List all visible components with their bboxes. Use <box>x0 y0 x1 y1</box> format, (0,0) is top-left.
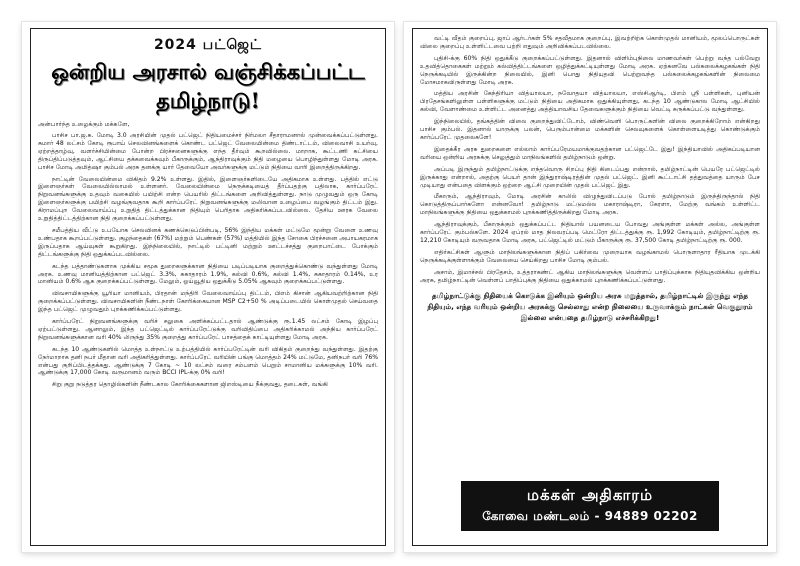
right-paragraph-6: அப்படி இருந்தும் தமிழ்நாட்டுக்கு எந்தவொரு சிறப்பு நிதி கிடைப்பது என்றால், தமிழ்நாட்டின் பெயரே பட்ஜெட்டில் இருக்காது என்றால், அதற்கு பெயர் தான் இந்துராஷ்டிரத்தின் முதல் பட்ஜெட். இனி கூட்டாட்சி தத்துவத்தை யாரும் பேச முடியாது என்பதை விளக்கும் ஒற்றை ஆட்சி முறையின் முதல் பட்ஜெட் இது. <box>420 165 760 189</box>
right-paragraph-7: மீகாரும், ஆந்திராவும், மோடி அரசின் காலில் விழுந்துவிடப்படு போல் தமிழ்நாடும் இருந்திருந்தால் நிதி கொடுத்திருப்பார்களோ என்னவோ! தமிழ்நாடு மட்டுமல்ல மகாராஷ்டிரா, கேரளா, மேற்கு வங்கம் உள்ளிட்ட மாநிலங்களுக்கு நிதியை ஒதுக்காமல் புறக்கணித்திருக்கிறது மோடி அரசு. <box>420 193 760 217</box>
left-paragraph-4: கடந்த பத்தாண்டுகளாக முக்கிய சமூக துறைகளுக்கான நிதியை படிப்படியாக குறைத்துக்கொண்டு வந்துள்ளது மோடி அரசு. உணவு மானியத்திற்கான பட்ஜெட் 3.3%, சுகாதாரம் 1.9%, கல்வி 0.6%, கல்வி 1.4%, சுகாதாரம் 0.14%, உர மானியம் 0.6% ஆக குறைக்கப்பட்டுள்ளது. மேலும், ஓய்வூதிய ஒதுக்கீடு 5.05% ஆகவும் குறைக்கப்பட்டுள்ளது. <box>38 262 378 286</box>
main-title-line1: ஒன்றிய அரசால் வஞ்சிக்கப்பட்ட <box>51 59 365 84</box>
left-paragraph-2: நாட்டின் வேலையின்மை விகிதம் 9.2% உள்ளது. இதில், இளைஞர்களிடையே அதிகமாக உள்ளது. பத்தில் எட்டு இளைஞர்கள் வேலையில்லாமல் உள்ளனர். வேலையின்மை நெருக்கடியைத் தீர்ப்பதற்கு பதிலாக, கார்ப்பரேட் நிறுவனங்களுக்கு உதவும் வகையில் பயிற்சி என்ற பெயரில் திட்டங்களை அறிவித்துள்ளது. நாடு முழுவதும் ஒரு கோடி இளைஞர்களுக்கு பயிற்சி வழங்குவதாக கூறி கார்ப்பரேட் நிறுவனங்களுக்கு மலிவான உழைப்பை வழங்கும் திட்டம் இது. கிராமப்புற வேலைவாய்ப்பு உறுதித் திட்டத்துக்கான நிதியும் பெரிதாக அதிகரிக்கப்படவில்லை. தேசிய ஊரக வேலை உறுதித்திட்டத்திற்கான நிதி குறைக்கப்பட்டுள்ளது. <box>38 175 378 223</box>
left-paragraph-3: சமீபத்திய வீட்டு உபயோக செலவினக் கணக்கெடுப்பின்படி, 56% இந்திய மக்கள் மட்டுமே மூன்று வேளை உணவு உண்பதாக கூறப்பட்டுள்ளது. குழந்தைகள் (67%) மற்றும் பெண்கள் (57%) மத்தியில் இந்த சோகை பிரச்சனை அபாயகரமாக இருப்பதாக ஆய்வுகள் கூறுகிறது. இந்நிலையில், நாட்டில் பட்டினி மற்றும் ஊட்டச்சத்து குறைபாட்டை போக்கும் திட்டங்களுக்கு நிதி ஒதுக்கப்படவில்லை. <box>38 226 378 258</box>
left-page <box>22 22 394 552</box>
right-paragraph-9: எதிர்கட்சிகள் ஆளும் மாநிலங்களுக்கான நிதிப் பகிர்வை முறையாக வழங்காமல் பொருளாதார ரீதியாக முடக்கி நெருக்கடிக்குள்ளாக்கும் வேலையை செய்கிறது பாசிச மோடி கும்பல். <box>420 248 760 264</box>
right-page-frame <box>412 28 768 546</box>
organization-name: மக்கள் அதிகாரம் <box>526 486 654 504</box>
left-paragraph-5: விவசாயிகளுக்கு யூரியா மானியம், பிரதான் மந்திரி வேலைவாய்ப்பு திட்டம், பிஎம் கிசான் ஆகியவற்றிற்கான நிதி குறைக்கப்பட்டுள்ளது. விவசாயிகளின் நீண்டநாள் கோரிக்கையான MSP C2+50 % அடிப்படையில் கொள்முதல் செய்வதை இந்த பட்ஜெட் முழுவதும் புறக்கணிக்கப்பட்டுள்ளது. <box>38 290 378 314</box>
right-page <box>404 22 776 552</box>
right-paragraph-8: ஆந்திராவுக்கும், பீகாருக்கும் ஒதுக்கப்பட்ட நிதியால் பயனடைய போவது அங்குள்ள மக்கள் அல்ல, அங்குள்ள கார்ப்பரேட் கும்பல்களே. 2024 ஏப்ரல் மாத நிலவரப்படி மெட்ரோ திட்டத்துக்கு ரூ. 1,992 கோடியும், தமிழ்நாட்டிற்கு ரூ. 12,210 கோடியும் வருவதாக மோடி அரசு, பட்ஜெட்டில் மட்டும் பீகாருக்கு ரூ. 37,500 கோடி தமிழ்நாட்டிற்கு ரூ. 000. <box>420 221 760 244</box>
right-paragraph-10: அசாம், இமாச்சல் பிரதேசம், உத்தராகண்ட் ஆகிய மாநிலங்களுக்கு வெள்ளப் பாதிப்புக்காக நிதியுதவிக்கிய ஒன்றிய அரசு, தமிழ்நாட்டின் வெள்ளப் பாதிப்புக்கு நிதியை ஒதுக்காமல் புறக்கணிக்கப்பட்டுள்ளது. <box>420 268 760 284</box>
closing-callout: தமிழ்நாட்டுக்கு நிதியைக் கொடுக்க இனியும் ஒன்றிய அரசு மறுத்தால், தமிழ்நாட்டில் இருந்து எந்த நிதியும், எந்த வரியும் ஒன்றிய அரசுக்கு செல்லாது என்ற நிலையை உருவாக்கும் நாட்கள் வெகுதூரம் இல்லை என்பதை தமிழ்நாடு எச்சரிக்கிறது! <box>427 291 753 323</box>
left-paragraph-7: கடந்த 10 ஆண்டுகளில் மொத்த உள்நாட்டு உற்பத்தியில் கார்ப்பரேட்டின் வரி விகிதம் குறைந்து வந்துள்ளது. இதற்கு நேர்மாறாக தனி நபர் மீதான வரி அதிகரித்துள்ளது. கார்ப்பரேட் வரியின் பங்கு மொத்தம் 24% மட்டுமே, தனிநபர் வரி 76% என்பது குறிப்பிடத்தக்கது. ஆண்டுக்கு 7 கோடி ~ 10 லட்சம் வரை சம்பளம் பெறும் சாமானிய மக்களுக்கு 10% வரி. ஆண்டுக்கு 17,000 கோடி வருமானம் வரும் BCCI IPL-க்கு 0% வரி! <box>38 345 378 377</box>
left-paragraph-6: கார்ப்பரேட் நிறுவனங்களுக்கு வரிச் சலுகை அளிக்கப்பட்டதால் ஆண்டுக்கு ரூ.1.45 லட்சம் கோடி இழப்பு ஏற்பட்டுள்ளது. ஆனாலும், இந்த பட்ஜெட்டில் கார்ப்பரேட்டுக்கு வரிவிதிப்பை அதிகரிக்காமல் அந்நிய கார்ப்பரேட் நிறுவனங்களுக்கான வரி 40% லிருந்து 35% குறைத்து கார்ப்பரேட் பாசத்தைக் காட்டியுள்ளது மோடி அரசு. <box>38 318 378 341</box>
right-paragraph-3: மத்திய அரசின் கேந்திரியா வித்யாலயா, நவோதயா வித்யாலயா, எஸ்சிஆர்டி, பிஎம் ஸ்ரீ பள்ளிகள், புனியன் பிரதேசங்களிலுள்ள பள்ளிகளுக்கு மட்டும் நிதியை அதிகமாக ஒதுக்கியுள்ளது, கடந்த 10 ஆண்டுகால மோடி ஆட்சியில் கல்வி, வேளாண்மை உள்ளிட்ட அனைத்து அத்தியாவசிய தேவைகளுக்கும் நிதியை வெட்டி சுருக்கப்பட்டு வந்துள்ளது. <box>420 90 760 114</box>
organization-banner <box>461 481 719 531</box>
salutation: அன்பார்ந்த உழைக்கும் மக்களே, <box>38 121 130 128</box>
right-paragraph-5: இதைக்கீர அரசு துறைகளை எல்லாம் கார்ப்பரேமயமாக்குவதற்கான பட்ஜெட்டே இது! இந்தியாவில் அதிகப்படியான வரியை ஒன்றிய அரசுக்கு செலுத்தும் மாநிலங்களில் தமிழ்நாடும் ஒன்று. <box>420 145 760 161</box>
organization-contact: கோவை மண்டலம் - 94889 02202 <box>482 509 698 523</box>
right-paragraph-2: புதிசி-க்கு 60% நிதி ஒதுக்கீடு குறைக்கப்பட்டுள்ளது. இதனால் விளிம்புநிலை மாணவர்கள் பெற்று வந்த பல்வேறு உதவித்தொகைகள் மற்றும் கல்வித்திட்டங்களை ஒழித்துக்கட்டியுள்ளது மோடி அரசு. ஏற்கனவே பல்கலைக்கழகங்கள் நிதி நெருக்கடியில் இருக்கின்ற நிலையில், இனி பொது நிதியுதவி பெற்றுவந்த பல்கலைக்கழகங்களின் நிலைமை மோசமாகவிருள்ளது மோடி அரசு. <box>420 54 760 86</box>
left-paragraph-8: சிறு குறு நடுத்தர தொழில்களின் நீண்டகால கோரிக்கைகளான ஜிஎஸ்டியை நீக்குவது, தடைகள், வங்கி <box>52 381 328 389</box>
left-paragraph-1: பாசிச பா.ஜ.க. மோடி 3.0 அரசியின் முதல் பட்ஜெட் நிதியமைச்சர் நிர்மலா சீதாராமனால் முன்வைக்கப்பட்டுள்ளது. சுமார் 48 லட்சம் கோடி ரூபாய் செலவினங்களைக் கொண்ட பட்ஜெட் வேலையின்மை திண்டாட்டம், விலைவாசி உயர்வு, ஏற்றத்தாழ்வு, வளர்ச்சியின்மை போன்ற பிரச்சனைகளுக்கு எந்த தீர்வும் கூறவில்லை. மாறாக, கூட்டணி கட்சியை திருப்திப்படுத்தவும், ஆட்சியை தக்கவைக்கவும் பீகாருக்கும், ஆந்திராவுக்கும் நிதி மழையை பொழிந்துள்ளது மோடி அரசு. பாசிச மோடி அமித்ஷா கும்பல் அரசு தனக்கு யார் தேவையோ அவர்களுக்கு மட்டும் நிதியை வாரி இறைத்திருக்கிறது. <box>38 132 378 171</box>
right-paragraph-4: இந்நிலையில், தங்கத்தின் விலை குறைந்துவிட்டோம், விண்வெளி பொருட்களின் விலை குறைக்கிறோம் என்கிறது பாசிச கும்பல். இதனால் யாருக்கு பலன், பெரும்பான்மை மக்களின் செலவுகளைக் கொள்ளையடித்து கொண்டுக்கும் கார்ப்பரேட் முதலைகளே! <box>420 118 760 141</box>
left-page-frame <box>30 28 386 546</box>
right-paragraph-1: வட்டி வீதம் குறைப்பு, ஜாப் ஆர்டர்கள் 5% சதவீதமாக குறைப்பு, இவற்றிற்க கொள்முதல் மானியம், மூலப்பொருட்கள் விலை குறைப்பு உள்ளிட்டவை பற்றி எதுவும் அறிவிக்கப்படவில்லை. <box>420 35 760 50</box>
budget-year-title: 2024 பட்ஜெட் <box>153 37 263 53</box>
main-title-line2: தமிழ்நாடு! <box>156 88 260 113</box>
